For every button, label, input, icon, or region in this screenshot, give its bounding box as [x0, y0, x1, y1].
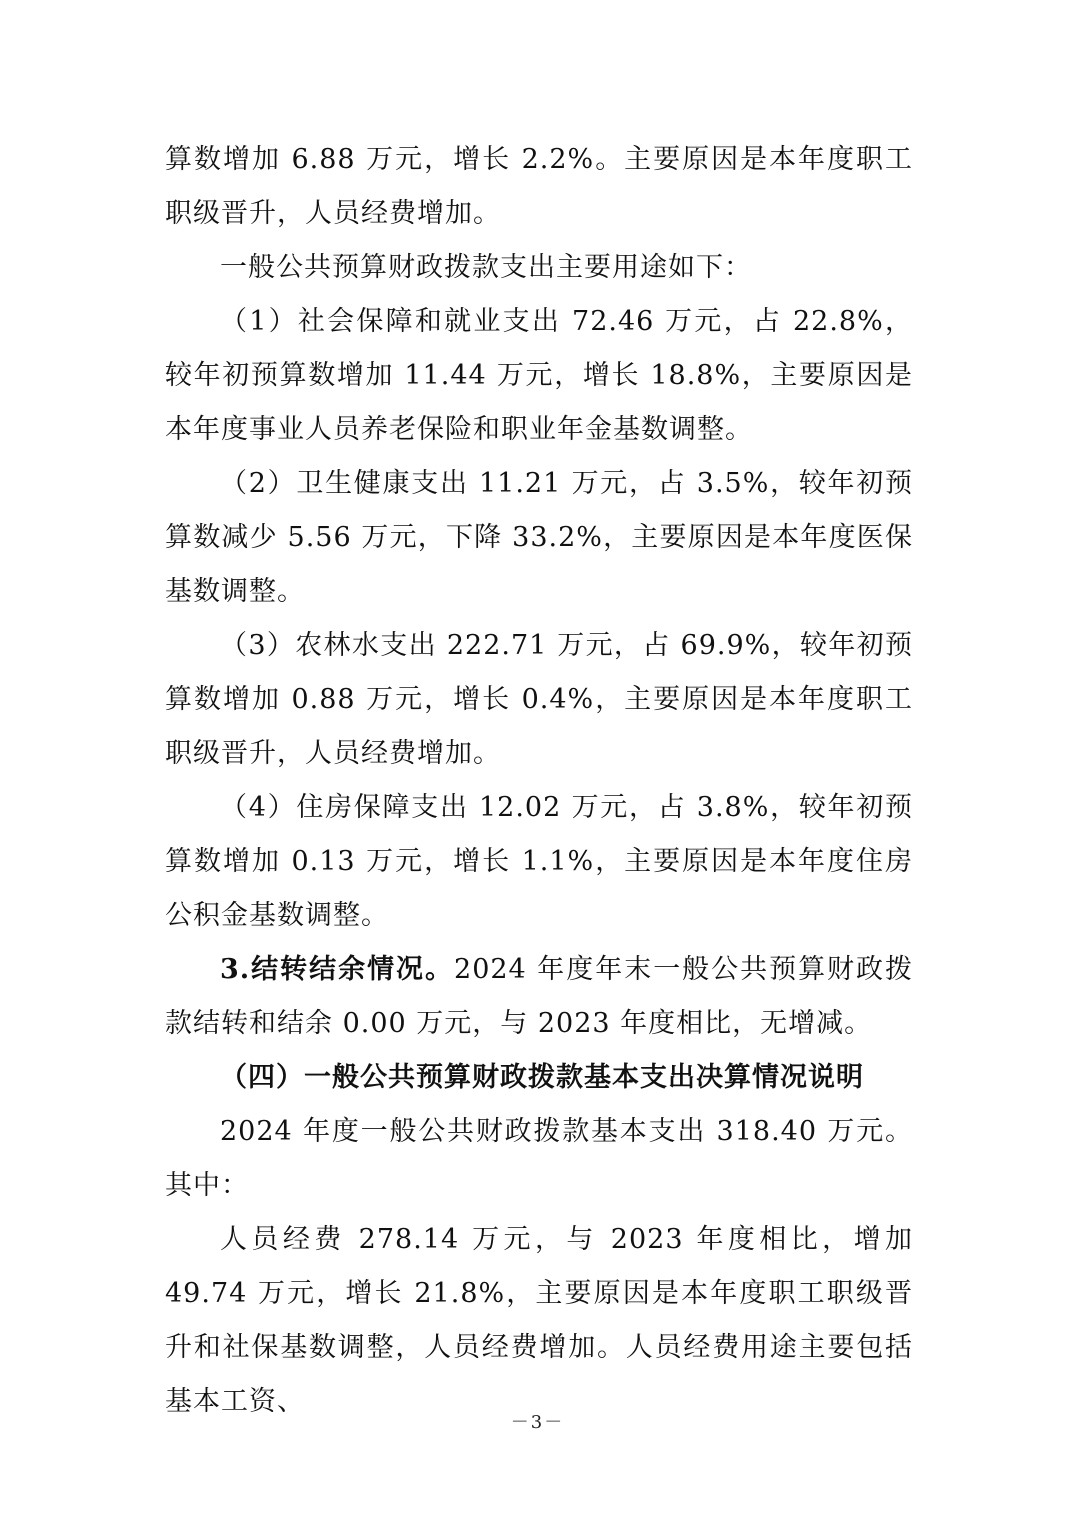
section-heading-basic-expenditure: （四）一般公共预算财政拨款基本支出决算情况说明: [220, 1062, 864, 1093]
paragraph-expenditure-intro: 一般公共预算财政拨款支出主要用途如下：: [220, 252, 752, 283]
page-number: －3－: [510, 1412, 565, 1433]
paragraph-continuation: 算数增加 6.88 万元，增长 2.2%。主要原因是本年度职工职级晋升，人员经费增加。: [165, 144, 913, 229]
paragraph-housing: （4）住房保障支出 12.02 万元，占 3.8%，较年初预算数增加 0.13 万元，增长 1.1%，主要原因是本年度住房公积金基数调整。: [165, 792, 913, 931]
carryover-heading: 3.结转结余情况。: [220, 954, 455, 985]
paragraph-basic-expenditure: 2024 年度一般公共财政拨款基本支出 318.40 万元。其中：: [165, 1116, 913, 1201]
document-body: [165, 133, 913, 1429]
paragraph-health: （2）卫生健康支出 11.21 万元，占 3.5%，较年初预算数减少 5.56 万元，下降 33.2%，主要原因是本年度医保基数调整。: [165, 468, 913, 607]
paragraph-social-security: （1）社会保障和就业支出 72.46 万元，占 22.8%，较年初预算数增加 11.44 万元，增长 18.8%，主要原因是本年度事业人员养老保险和职业年金基数调整。: [165, 306, 913, 445]
paragraph-agriculture: （3）农林水支出 222.71 万元，占 69.9%，较年初预算数增加 0.88 万元，增长 0.4%，主要原因是本年度职工职级晋升，人员经费增加。: [165, 630, 913, 769]
paragraph-carryover: [165, 943, 913, 1051]
paragraph-personnel-expenses: 人员经费 278.14 万元，与 2023 年度相比，增加 49.74 万元，增长 21.8%，主要原因是本年度职工职级晋升和社保基数调整，人员经费增加。人员经费用途主要包括基本工资、: [165, 1224, 913, 1417]
carryover-text: 2024 年度年末一般公共预算财政拨款结转和结余 0.00 万元，与 2023 年度相比，无增减。: [165, 954, 914, 1039]
